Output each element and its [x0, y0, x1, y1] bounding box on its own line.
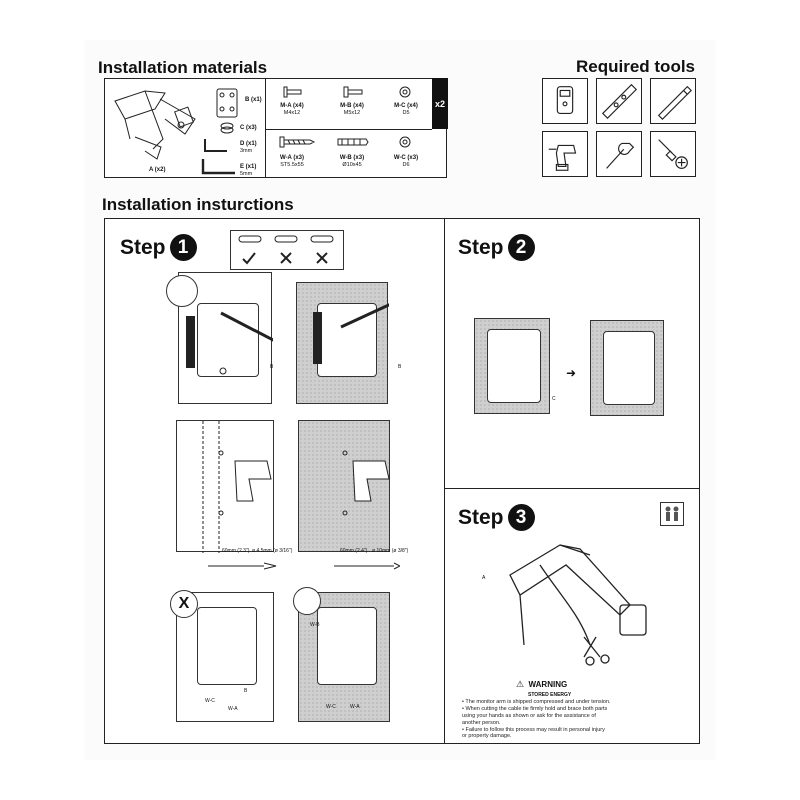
warning-text: • The monitor arm is shipped compressed and under tension. • When cutting the cable tie firmly hold and brace both parts using your hands as shown or ask for the assistance of another person. • Failure to follow this process may result in personal injury or property damage. [462, 699, 611, 740]
stud-finder-icon [542, 78, 588, 124]
hardware-wa: W-A (x3) ST5.5x55 [280, 155, 304, 168]
drill-icon [542, 131, 588, 177]
label-b-right: B [398, 364, 402, 370]
step2-title: Step 2 [458, 234, 535, 261]
label-c: C [552, 396, 556, 402]
part-d-label: D (x1) 3mm [240, 141, 257, 154]
bracket-b-side [186, 316, 195, 368]
step3-title: Step 3 [458, 504, 535, 531]
hardware-mb: M-B (x4) M5x12 [340, 103, 364, 116]
hardware-ma: M-A (x4) M4x12 [280, 103, 304, 116]
label-b-left: B [270, 364, 274, 370]
level-icon [596, 78, 642, 124]
label-wc-right: W-C [326, 704, 336, 710]
wood-drill-depth: 60mm (2.3") [222, 548, 250, 554]
part-c-label: C (x3) [240, 125, 257, 131]
drill-bits [204, 560, 400, 572]
hardware-mc: M-C (x4) D5 [394, 103, 418, 116]
masonry-drill-depth: 60mm (2.4") [340, 548, 368, 554]
pencil-icon [650, 78, 696, 124]
multiplier-badge: x2 [432, 78, 448, 129]
part-a-label: A (x2) [149, 167, 166, 173]
part-e-label: E (x1) 5mm [240, 164, 257, 177]
step1-title: Step 1 [120, 234, 197, 261]
no-anchor-indicator: X [170, 590, 198, 618]
step1-number: 1 [170, 234, 197, 261]
step2-arrow: ➜ [566, 366, 577, 380]
bracket-b-side-right [313, 312, 322, 364]
step2-wall-after [590, 320, 664, 416]
step2-wall-before [474, 318, 550, 414]
warning-block [516, 674, 571, 698]
hardware-panel [265, 78, 447, 178]
wood-drill-dia: ø 4.5mm (ø 3/16") [252, 548, 293, 554]
label-wa-right: W-A [350, 704, 360, 710]
warning-icon: ⚠ [516, 679, 525, 689]
screwdriver-icon [650, 131, 696, 177]
label-wc-left: W-C [205, 698, 215, 704]
masonry-drill-dia: ø 10mm (ø 3/8") [372, 548, 409, 554]
masonry-wall-mount [296, 282, 388, 404]
monitor-arm-cable-tie-illustration [480, 535, 680, 670]
hardware-wb: W-B (x3) Ø10x45 [339, 155, 365, 168]
instructions-heading: Installation insturctions [102, 195, 294, 214]
part-b-label: B (x1) [245, 97, 262, 103]
step3-number: 3 [508, 504, 535, 531]
masonry-wall-drill [298, 420, 390, 552]
label-a: A [482, 575, 486, 581]
materials-heading: Installation materials [98, 58, 268, 77]
wrench-icon [596, 131, 642, 177]
label-wb-right: W-B [310, 622, 320, 628]
label-wa-left: W-A [228, 706, 238, 712]
anchor-detail-circle [293, 587, 321, 615]
tools-heading: Required tools [576, 57, 696, 76]
wood-wall-drill [176, 420, 274, 552]
step2-number: 2 [508, 234, 535, 261]
zoom-detail-circle [166, 275, 198, 307]
label-b-bottom: B [244, 688, 248, 694]
materials-parts-panel [104, 78, 266, 178]
slot-orientation-guide [230, 230, 344, 270]
warning-subtitle: STORED ENERGY [528, 692, 572, 698]
two-person-icon [660, 502, 684, 526]
warning-title: WARNING [528, 680, 568, 689]
hardware-wc: W-C (x3) D6 [393, 155, 419, 168]
